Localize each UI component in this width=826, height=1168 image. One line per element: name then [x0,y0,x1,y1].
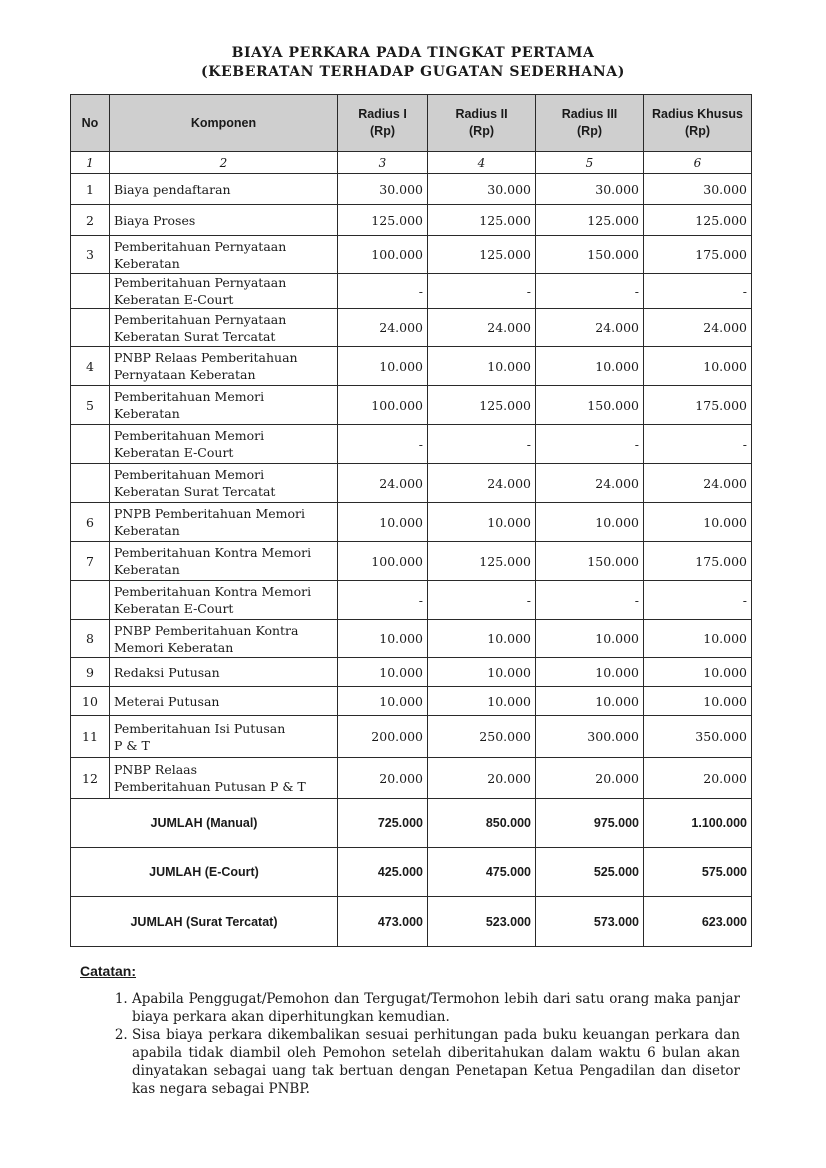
component-cell [110,205,338,236]
component-cell [110,425,338,464]
header-radius-1 [338,95,428,152]
fee-value: 24.000 [644,464,752,503]
total-row [71,897,752,947]
row-number [71,581,110,620]
total-value: 525.000 [536,848,644,897]
fee-value: 10.000 [644,687,752,716]
total-value: 425.000 [338,848,428,897]
component-cell [110,542,338,581]
row-number [71,309,110,347]
fee-value: 150.000 [536,542,644,581]
component-label-cont: Memori Keberatan [114,639,234,655]
component-label: Biaya Proses [114,212,196,228]
fee-value: 175.000 [644,542,752,581]
component-cell [110,716,338,758]
component-label: Pemberitahuan Kontra Memori [114,545,312,560]
component-cell [110,386,338,425]
total-value: 475.000 [428,848,536,897]
header-radius-khusus-label: Radius Khusus [652,107,743,121]
fee-value: 125.000 [428,236,536,274]
row-number: 2 [71,205,110,236]
header-no: No [71,95,110,152]
component-cell [110,274,338,309]
column-number: 5 [536,152,644,174]
table-row [71,581,752,620]
fee-value: 10.000 [428,620,536,658]
fee-value: - [428,425,536,464]
fee-value: 20.000 [338,758,428,799]
table-row [71,716,752,758]
fee-value: 175.000 [644,236,752,274]
notes-title: Catatan: [80,963,137,979]
component-cell [110,347,338,386]
component-label-cont: Keberatan [114,255,180,271]
component-label: Pemberitahuan Kontra Memori [114,584,312,599]
table-row [71,758,752,799]
note-item: 1. Apabila Penggugat/Pemohon dan Tergugat/Termohon lebih dari satu orang maka panjar biaya perkara akan diperhitungkan kemudian. [132,990,740,1026]
fee-value: 100.000 [338,386,428,425]
fee-value: 24.000 [644,309,752,347]
table-row [71,542,752,581]
row-number [71,464,110,503]
header-komponen: Komponen [110,95,338,152]
table-row [71,687,752,716]
component-label: PNPB Pemberitahuan Memori [114,506,305,521]
fee-value: 350.000 [644,716,752,758]
table-row [71,274,752,309]
row-number [71,274,110,309]
fee-value: - [536,425,644,464]
total-value: 473.000 [338,897,428,947]
component-label-cont: Keberatan E-Court [114,445,234,460]
component-label-cont: Pemberitahuan Putusan P & T [114,779,306,794]
row-number: 1 [71,174,110,205]
component-label-cont: Keberatan E-Court [114,292,234,307]
table-row [71,205,752,236]
fee-value: 10.000 [644,347,752,386]
fee-value: 100.000 [338,236,428,274]
header-radius-khusus [644,95,752,152]
fee-value: 250.000 [428,716,536,758]
fee-value: 300.000 [536,716,644,758]
table-row [71,236,752,274]
fee-value: 10.000 [338,503,428,542]
component-cell [110,236,338,274]
fee-value: 10.000 [644,503,752,542]
component-label: Pemberitahuan Memori [114,428,265,443]
component-label-cont: Keberatan Surat Tercatat [114,484,276,499]
table-row [71,658,752,687]
component-label: Pemberitahuan Memori [114,467,265,482]
fee-table [70,94,752,947]
fee-value: 150.000 [536,236,644,274]
table-row [71,309,752,347]
fee-value: 20.000 [644,758,752,799]
fee-value: - [644,274,752,309]
total-row [71,848,752,897]
fee-value: - [338,274,428,309]
fee-value: 30.000 [428,174,536,205]
header-radius-khusus-unit: (Rp) [685,124,710,138]
fee-value: 125.000 [428,542,536,581]
table-row [71,174,752,205]
component-cell [110,658,338,687]
fee-value: 10.000 [536,347,644,386]
document-title [0,44,826,82]
fee-value: 10.000 [428,658,536,687]
fee-value: 30.000 [644,174,752,205]
total-value: 575.000 [644,848,752,897]
row-number: 3 [71,236,110,274]
component-label: Pemberitahuan Pernyataan [114,238,287,254]
component-label: Pemberitahuan Pernyataan [114,311,287,327]
fee-value: 10.000 [338,687,428,716]
row-number: 10 [71,687,110,716]
total-value: 725.000 [338,799,428,848]
row-number: 6 [71,503,110,542]
header-radius-1-label: Radius I [358,107,407,121]
fee-value: - [338,425,428,464]
fee-value: 10.000 [338,658,428,687]
fee-value: 10.000 [536,503,644,542]
total-label: JUMLAH (Surat Tercatat) [71,897,338,947]
component-label-cont: Keberatan E-Court [114,601,234,616]
header-radius-2-unit: (Rp) [469,124,494,138]
total-value: 623.000 [644,897,752,947]
component-cell [110,174,338,205]
fee-value: - [644,425,752,464]
title-line-1: BIAYA PERKARA PADA TINGKAT PERTAMA [231,45,595,61]
table-row [71,425,752,464]
component-label: PNBP Pemberitahuan Kontra [114,622,299,638]
fee-value: - [428,274,536,309]
total-value: 523.000 [428,897,536,947]
table-row [71,386,752,425]
row-number: 9 [71,658,110,687]
fee-value: 125.000 [338,205,428,236]
header-radius-2-label: Radius II [455,107,508,121]
fee-value: 175.000 [644,386,752,425]
fee-value: 24.000 [428,464,536,503]
header-radius-2 [428,95,536,152]
fee-value: - [644,581,752,620]
fee-value: 10.000 [536,658,644,687]
fee-value: 30.000 [338,174,428,205]
component-label: PNBP Relaas Pemberitahuan [114,350,298,365]
component-label-cont: Keberatan [114,406,180,421]
component-cell [110,758,338,799]
fee-value: 10.000 [428,503,536,542]
total-value: 975.000 [536,799,644,848]
total-label: JUMLAH (E-Court) [71,848,338,897]
column-number: 1 [71,152,110,174]
row-number: 5 [71,386,110,425]
fee-value: 100.000 [338,542,428,581]
fee-value: 30.000 [536,174,644,205]
header-radius-1-unit: (Rp) [370,124,395,138]
header-radius-3-unit: (Rp) [577,124,602,138]
column-number-row [71,152,752,174]
column-number: 4 [428,152,536,174]
component-cell [110,503,338,542]
title-line-2: (KEBERATAN TERHADAP GUGATAN SEDERHANA) [201,64,625,80]
component-label: Pemberitahuan Isi Putusan [114,720,286,736]
total-value: 1.100.000 [644,799,752,848]
component-label: Pemberitahuan Pernyataan [114,275,287,290]
fee-value: 10.000 [338,620,428,658]
component-cell [110,620,338,658]
header-radius-3 [536,95,644,152]
column-number: 3 [338,152,428,174]
table-row [71,347,752,386]
component-label-cont: Pernyataan Keberatan [114,367,256,382]
note-item: 2. Sisa biaya perkara dikembalikan sesuai perhitungan pada buku keuangan perkara dan apabila tidak diambil oleh Pemohon setelah diberitahukan dalam waktu 6 bulan akan dinyatakan sebagai uang tak bertuan dengan Penetapan Ketua Pengadilan dan disetor kas negara sebagai PNBP. [132,1026,740,1098]
fee-value: 24.000 [338,464,428,503]
fee-value: 125.000 [536,205,644,236]
fee-value: 10.000 [644,658,752,687]
fee-value: 24.000 [536,464,644,503]
table-row [71,503,752,542]
header-radius-3-label: Radius III [561,107,618,121]
fee-value: 125.000 [644,205,752,236]
total-label: JUMLAH (Manual) [71,799,338,848]
fee-value: 125.000 [428,386,536,425]
component-cell [110,687,338,716]
component-label: Meterai Putusan [114,693,220,709]
row-number: 7 [71,542,110,581]
component-label: Redaksi Putusan [114,664,220,680]
fee-value: 200.000 [338,716,428,758]
fee-value: 125.000 [428,205,536,236]
component-cell [110,581,338,620]
fee-value: 20.000 [536,758,644,799]
component-label-cont: P & T [114,737,150,753]
component-cell [110,464,338,503]
fee-value: 10.000 [428,347,536,386]
total-row [71,799,752,848]
fee-value: 20.000 [428,758,536,799]
fee-value: 10.000 [338,347,428,386]
row-number: 11 [71,716,110,758]
fee-value: 24.000 [338,309,428,347]
component-label-cont: Keberatan [114,562,180,577]
notes-section [80,962,740,1098]
table-header-row [71,95,752,152]
column-number: 2 [110,152,338,174]
fee-value: 10.000 [536,687,644,716]
table-row [71,620,752,658]
component-label-cont: Keberatan Surat Tercatat [114,328,276,344]
fee-value: - [536,581,644,620]
fee-value: - [338,581,428,620]
component-label-cont: Keberatan [114,523,180,538]
fee-value: 24.000 [428,309,536,347]
component-label: PNBP Relaas [114,762,198,777]
table-row [71,464,752,503]
row-number [71,425,110,464]
fee-value: 24.000 [536,309,644,347]
fee-value: 150.000 [536,386,644,425]
component-label: Pemberitahuan Memori [114,389,265,404]
column-number: 6 [644,152,752,174]
fee-value: 10.000 [644,620,752,658]
component-cell [110,309,338,347]
notes-list [80,990,740,1098]
fee-value: 10.000 [536,620,644,658]
fee-value: - [428,581,536,620]
row-number: 8 [71,620,110,658]
fee-value: 10.000 [428,687,536,716]
total-value: 573.000 [536,897,644,947]
row-number: 12 [71,758,110,799]
component-label: Biaya pendaftaran [114,181,231,197]
fee-value: - [536,274,644,309]
row-number: 4 [71,347,110,386]
total-value: 850.000 [428,799,536,848]
